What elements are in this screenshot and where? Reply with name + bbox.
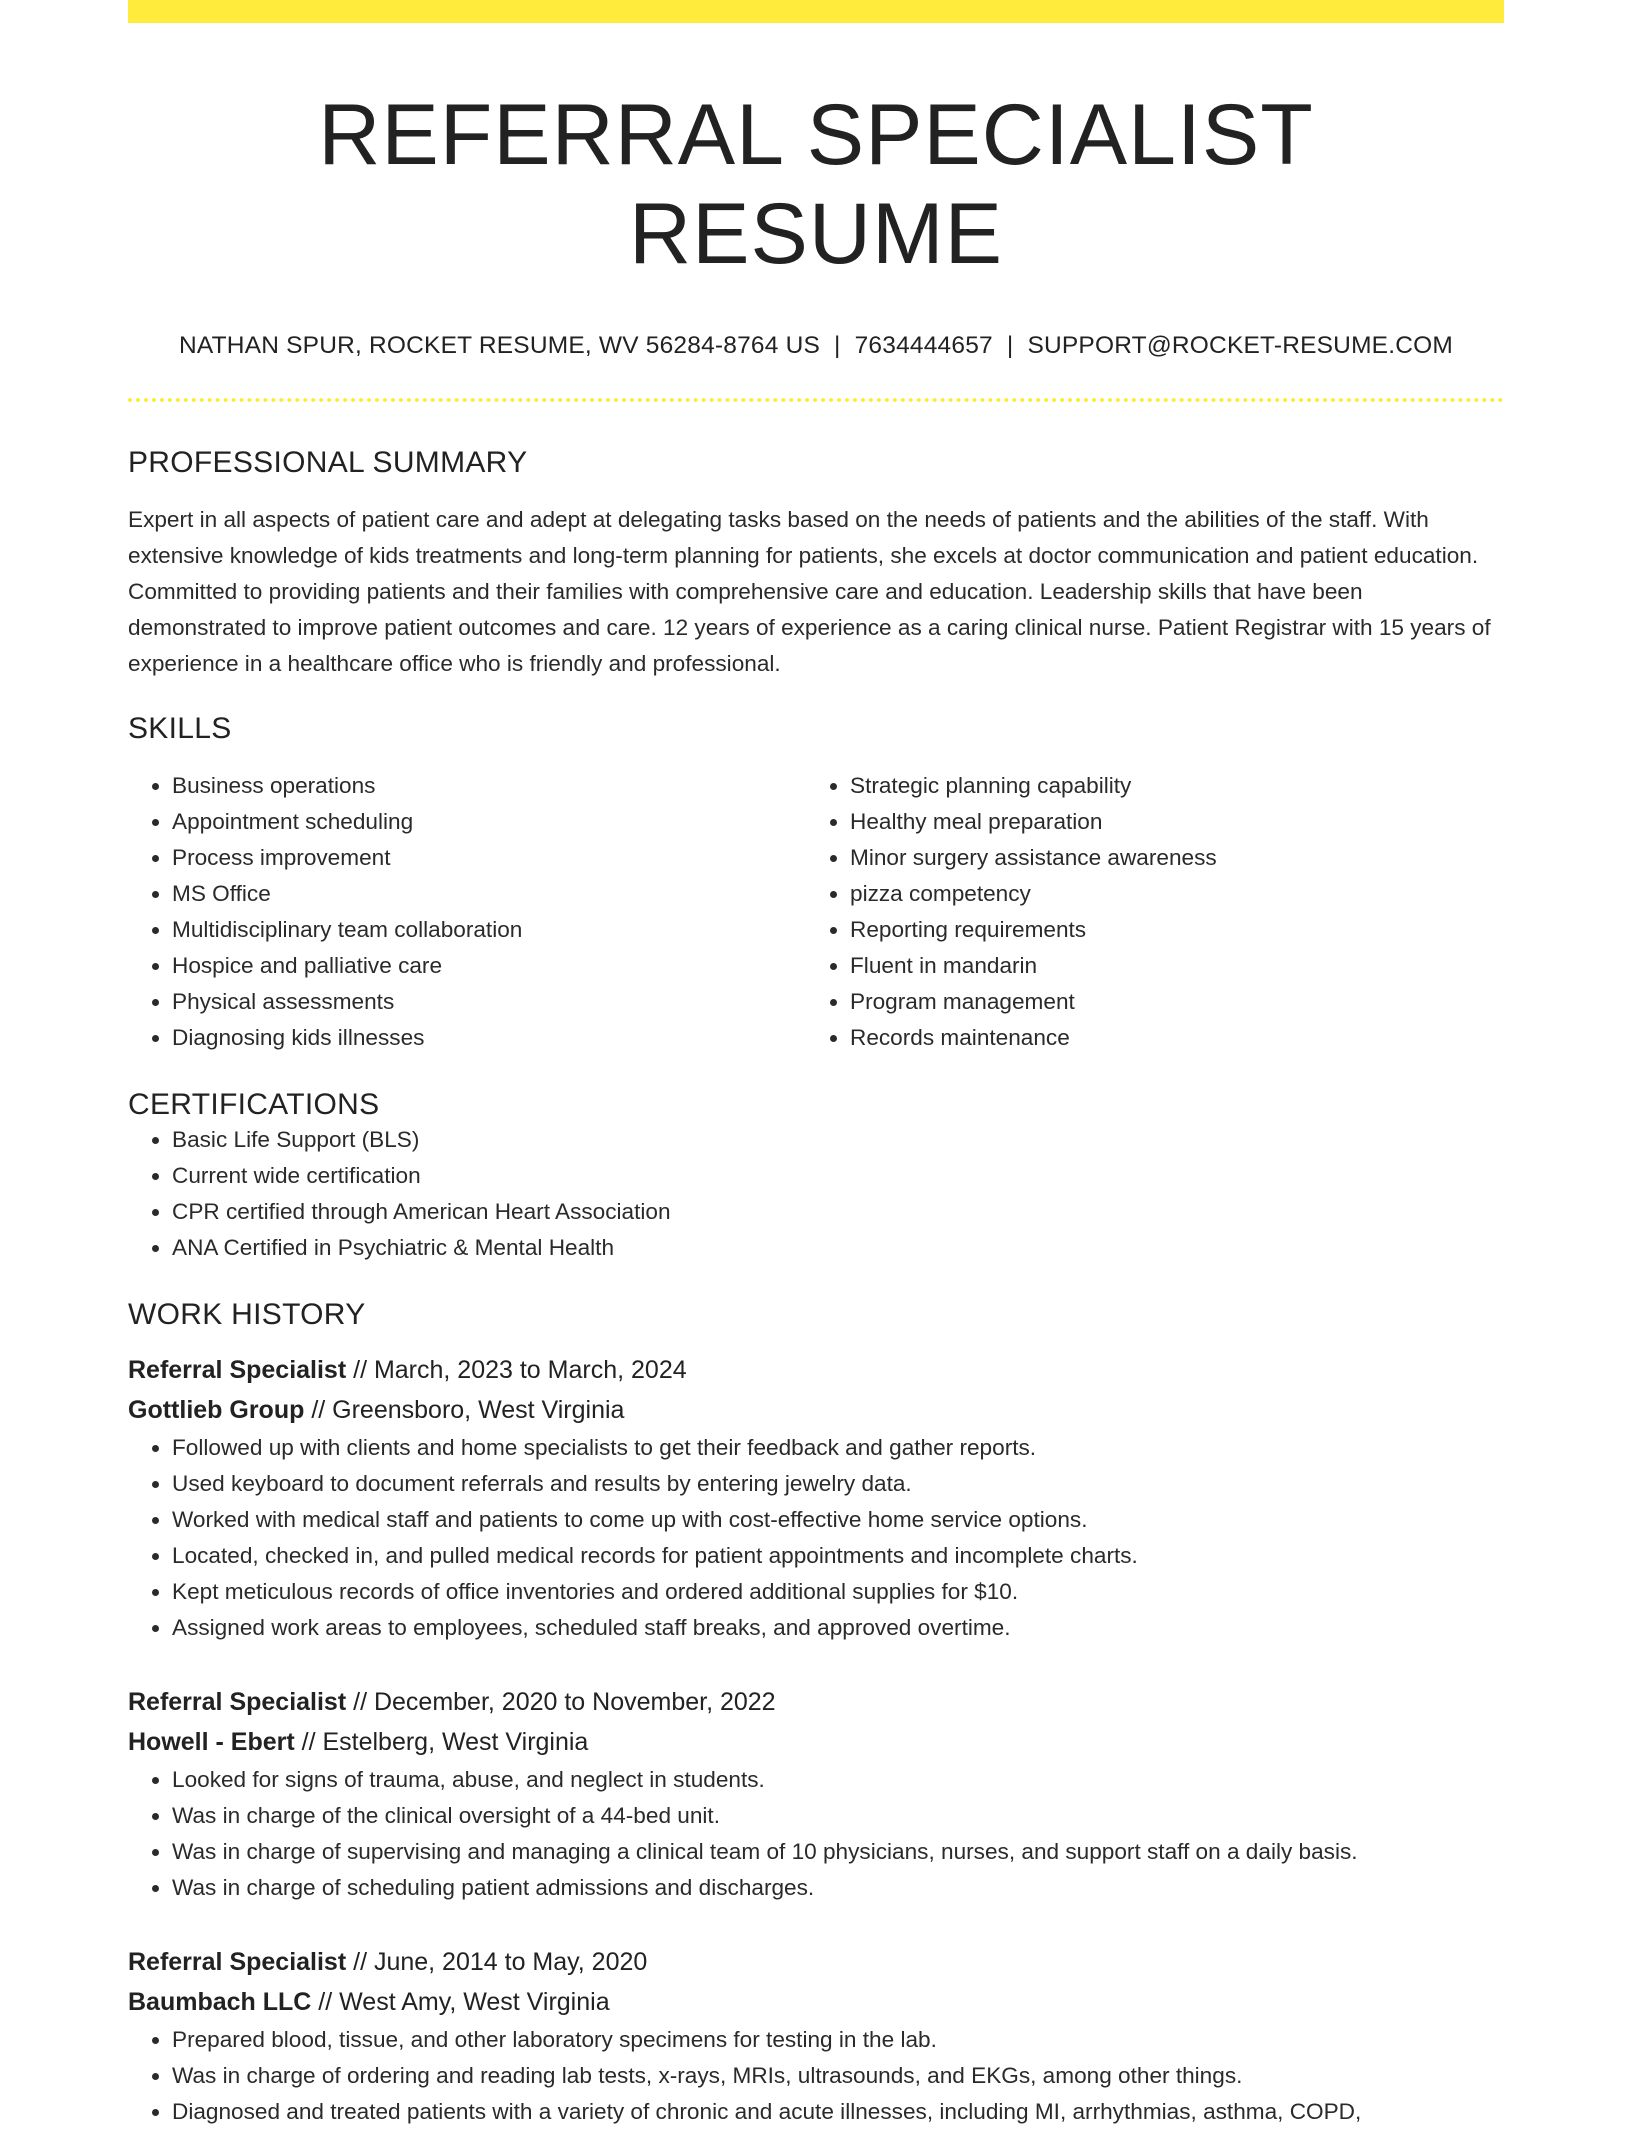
skill-item: • Multidisciplinary team collaboration bbox=[172, 912, 806, 948]
skills-column-right bbox=[806, 768, 1484, 1056]
job-company-line bbox=[128, 1982, 1504, 2022]
job-entry bbox=[128, 1682, 1504, 1906]
job-bullets bbox=[128, 1430, 1504, 1646]
certification-item: • CPR certified through American Heart Association bbox=[172, 1194, 1504, 1230]
job-bullet: • Was in charge of the clinical oversight of a 44-bed unit. bbox=[172, 1798, 1504, 1834]
certification-item: • Current wide certification bbox=[172, 1158, 1504, 1194]
job-title: Referral Specialist bbox=[128, 1355, 347, 1384]
accent-bar bbox=[128, 0, 1504, 23]
skill-item: • pizza competency bbox=[850, 876, 1484, 912]
certifications-heading: CERTIFICATIONS bbox=[128, 1087, 380, 1121]
contact-separator: | bbox=[834, 331, 841, 359]
skill-item: • MS Office bbox=[172, 876, 806, 912]
dotted-divider bbox=[128, 398, 1504, 402]
certification-item: • Basic Life Support (BLS) bbox=[172, 1122, 1504, 1158]
job-entry bbox=[128, 1350, 1504, 1646]
skill-item: • Business operations bbox=[172, 768, 806, 804]
job-company: Gottlieb Group bbox=[128, 1395, 305, 1424]
job-dates: // June, 2014 to May, 2020 bbox=[346, 1947, 648, 1976]
job-bullet: • Was in charge of supervising and managing a clinical team of 10 physicians, nurses, and support staff on a daily basis. bbox=[172, 1834, 1504, 1870]
job-bullets bbox=[128, 2022, 1504, 2130]
skills-column-left bbox=[128, 768, 806, 1056]
job-bullet: • Used keyboard to document referrals and results by entering jewelry data. bbox=[172, 1466, 1504, 1502]
skill-item: • Hospice and palliative care bbox=[172, 948, 806, 984]
skill-item: • Healthy meal preparation bbox=[850, 804, 1484, 840]
contact-line bbox=[128, 332, 1504, 360]
job-location: // Greensboro, West Virginia bbox=[304, 1395, 625, 1424]
job-bullet: • Assigned work areas to employees, scheduled staff breaks, and approved overtime. bbox=[172, 1610, 1504, 1646]
job-bullet: • Worked with medical staff and patients to come up with cost-effective home service options. bbox=[172, 1502, 1504, 1538]
skill-item: • Minor surgery assistance awareness bbox=[850, 840, 1484, 876]
job-title: Referral Specialist bbox=[128, 1687, 347, 1716]
skills-columns bbox=[128, 768, 1504, 1056]
work-history-heading: WORK HISTORY bbox=[128, 1297, 366, 1331]
job-entry bbox=[128, 1942, 1504, 2130]
certifications-list bbox=[128, 1122, 1504, 1266]
job-bullet: • Looked for signs of trauma, abuse, and neglect in students. bbox=[172, 1762, 1504, 1798]
summary-text: Expert in all aspects of patient care and adept at delegating tasks based on the needs of patients and the abilities of the staff. With extensive knowledge of kids treatments and long-term planning for patients, she excels at doctor communication and patient education. Committed to providing patients and their families with comprehensive care and education. Leadership skills that have been demonstrated to improve patient outcomes and care. 12 years of experience as a caring clinical nurse. Patient Registrar with 15 years of experience in a healthcare office who is friendly and professional. bbox=[128, 506, 1491, 676]
job-title-line bbox=[128, 1350, 1504, 1390]
skill-item: • Strategic planning capability bbox=[850, 768, 1484, 804]
job-title-line bbox=[128, 1682, 1504, 1722]
job-bullet: • Diagnosed and treated patients with a variety of chronic and acute illnesses, including MI, arrhythmias, asthma, COPD, bbox=[172, 2094, 1504, 2130]
job-bullet: • Was in charge of scheduling patient admissions and discharges. bbox=[172, 1870, 1504, 1906]
skill-item: • Records maintenance bbox=[850, 1020, 1484, 1056]
skill-item: • Fluent in mandarin bbox=[850, 948, 1484, 984]
skill-item: • Program management bbox=[850, 984, 1484, 1020]
job-company-line bbox=[128, 1722, 1504, 1762]
skills-heading: SKILLS bbox=[128, 711, 232, 745]
summary-heading: PROFESSIONAL SUMMARY bbox=[128, 445, 528, 479]
skill-item: • Process improvement bbox=[172, 840, 806, 876]
contact-separator: | bbox=[1006, 331, 1014, 359]
contact-address: NATHAN SPUR, ROCKET RESUME, WV 56284-8764 US bbox=[179, 331, 821, 359]
contact-email: SUPPORT@ROCKET-RESUME.COM bbox=[1027, 331, 1453, 359]
skill-item: • Reporting requirements bbox=[850, 912, 1484, 948]
job-bullets bbox=[128, 1762, 1504, 1906]
job-location: // Estelberg, West Virginia bbox=[294, 1727, 589, 1756]
job-bullet: • Located, checked in, and pulled medical records for patient appointments and incomplete charts. bbox=[172, 1538, 1504, 1574]
job-company: Baumbach LLC bbox=[128, 1987, 312, 2016]
certification-item: • ANA Certified in Psychiatric & Mental Health bbox=[172, 1230, 1504, 1266]
job-title: Referral Specialist bbox=[128, 1947, 347, 1976]
job-dates: // December, 2020 to November, 2022 bbox=[346, 1687, 776, 1716]
job-bullet: • Prepared blood, tissue, and other laboratory specimens for testing in the lab. bbox=[172, 2022, 1504, 2058]
job-bullet: • Followed up with clients and home specialists to get their feedback and gather reports. bbox=[172, 1430, 1504, 1466]
job-dates: // March, 2023 to March, 2024 bbox=[346, 1355, 687, 1384]
job-company-line bbox=[128, 1390, 1504, 1430]
job-bullet: • Was in charge of ordering and reading lab tests, x-rays, MRIs, ultrasounds, and EKGs, among other things. bbox=[172, 2058, 1504, 2094]
skills-list-right bbox=[806, 768, 1484, 1056]
job-title-line bbox=[128, 1942, 1504, 1982]
skill-item: • Diagnosing kids illnesses bbox=[172, 1020, 806, 1056]
job-company: Howell - Ebert bbox=[128, 1727, 295, 1756]
job-location: // West Amy, West Virginia bbox=[311, 1987, 610, 2016]
job-bullet: • Kept meticulous records of office inventories and ordered additional supplies for $10. bbox=[172, 1574, 1504, 1610]
resume-title: REFERRAL SPECIALIST RESUME bbox=[318, 87, 1314, 282]
skill-item: • Physical assessments bbox=[172, 984, 806, 1020]
skills-list-left bbox=[128, 768, 806, 1056]
contact-phone: 7634444657 bbox=[854, 331, 993, 359]
skill-item: • Appointment scheduling bbox=[172, 804, 806, 840]
resume-page bbox=[128, 0, 1504, 2130]
